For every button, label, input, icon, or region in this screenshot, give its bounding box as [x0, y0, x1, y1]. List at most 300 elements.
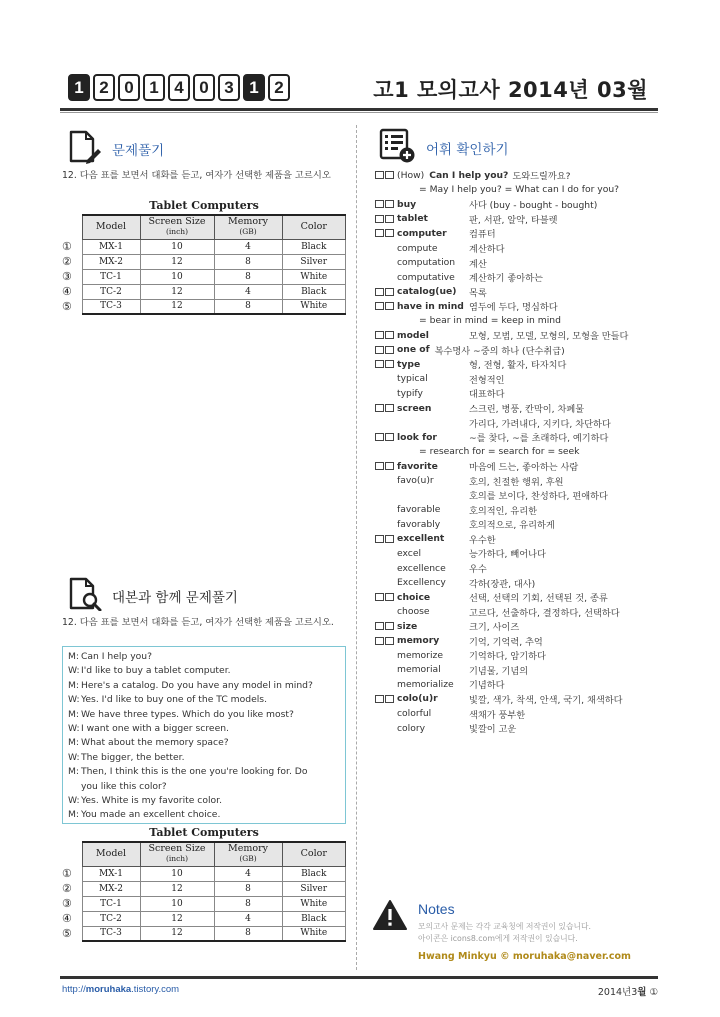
dialogue-line [68, 780, 340, 794]
dialogue-line [68, 751, 340, 765]
vocab-meaning: 호의적으로, 유리하게 [469, 520, 555, 532]
cell-memory: 4 [214, 911, 282, 926]
speaker-label: M: [68, 737, 80, 749]
vocab-meaning: 빛깔, 색가, 착색, 안색, 국기, 채색하다 [469, 694, 623, 706]
table-row [62, 926, 346, 941]
vocab-synonyms: = research for = search for = seek [419, 446, 580, 458]
checkbox-pair [375, 215, 397, 223]
col-header-model: Model [82, 215, 140, 239]
vocab-term: size [397, 620, 418, 632]
check-box[interactable] [375, 622, 384, 630]
checkbox-pair [375, 346, 397, 354]
cell-screen: 12 [140, 299, 214, 314]
column-divider [356, 125, 357, 970]
vocab-term: typify [397, 387, 423, 399]
footer-page-label [598, 984, 658, 998]
dialogue-line [68, 664, 340, 678]
vocab-term: excellent [397, 533, 445, 545]
table-row [62, 299, 346, 314]
vocab-meaning: 기억하다, 암기하다 [469, 651, 546, 663]
check-box[interactable] [375, 637, 384, 645]
checkbox-pair [375, 404, 397, 412]
col-header-memory-unit: (GB) [239, 227, 257, 237]
vocab-meaning: 컴퓨터 [469, 229, 496, 241]
cell-color: White [282, 299, 346, 314]
dialogue-text: I'd like to buy a tablet computer. [81, 665, 231, 677]
vocab-term: memorialize [397, 678, 454, 690]
col-header-memory-label: Memory [228, 216, 268, 228]
checkbox-pair [375, 171, 397, 179]
vocab-meaning: 스크린, 병풍, 칸막이, 차폐물 [469, 404, 585, 416]
vocab-item [375, 634, 665, 649]
cell-screen: 10 [140, 896, 214, 911]
check-box[interactable] [375, 171, 384, 179]
vocab-meaning: 복수명사 ~중의 하나 (단수취급) [434, 345, 565, 357]
table-row [62, 881, 346, 896]
col-header-screen [140, 842, 214, 866]
check-box[interactable] [385, 346, 394, 354]
vocab-term: memorial [397, 664, 441, 676]
cell-memory: 8 [214, 881, 282, 896]
check-box[interactable] [375, 360, 384, 368]
speaker-label: W: [68, 795, 80, 807]
vocab-meaning: 기념물, 기념의 [469, 665, 529, 677]
question-text-1: 12. 다음 표를 보면서 대화를 듣고, 여자가 선택한 제품을 고르시오 [62, 170, 331, 181]
vocab-item [375, 372, 665, 387]
dialogue-text: I want one with a bigger screen. [81, 723, 229, 735]
checkbox-pair [375, 593, 397, 601]
option-number: ② [62, 255, 72, 268]
dialogue-text: Yes. White is my favorite color. [81, 795, 222, 807]
cell-memory: 8 [214, 269, 282, 284]
cell-memory: 8 [214, 896, 282, 911]
exam-code-digits [68, 74, 290, 101]
cell-screen: 12 [140, 881, 214, 896]
vocab-term: computation [397, 257, 456, 269]
header-rule [60, 108, 658, 111]
cell-screen: 10 [140, 269, 214, 284]
col-header-memory [214, 215, 282, 239]
table-caption-1: Tablet Computers [149, 199, 259, 212]
vocab-synonyms: = bear in mind = keep in mind [419, 315, 561, 327]
dialogue-text: Can I help you? [81, 651, 152, 662]
section-vocab-header [378, 128, 509, 168]
vocab-synonyms: = May I help you? = What can I do for you? [419, 184, 620, 196]
check-box[interactable] [375, 346, 384, 354]
footer-page-prefix: 2014년3 [597, 987, 638, 998]
checkbox-pair [375, 302, 397, 310]
dialogue-text: Then, I think this is the one you're looking for. Do [81, 766, 308, 778]
vocab-meaning: 계산 [469, 258, 487, 270]
cell-memory: 8 [214, 254, 282, 269]
vocab-meaning: 가리다, 가려내다, 지키다, 차단하다 [469, 418, 611, 430]
exam-code-digit: 2 [93, 74, 115, 101]
vocab-meaning: 우수 [469, 564, 487, 576]
option-number: ④ [62, 285, 72, 298]
vocab-term: model [397, 329, 429, 341]
section-problem-header [66, 130, 164, 168]
col-header-screen-label: Screen Size [148, 843, 206, 855]
table-row [62, 269, 346, 284]
speaker-label: W: [68, 751, 80, 763]
vocab-meaning: 목록 [469, 287, 487, 299]
check-box[interactable] [385, 215, 394, 223]
footer-url-link[interactable] [62, 984, 179, 995]
checkbox-pair [375, 535, 397, 543]
table-row [62, 896, 346, 911]
vocab-meaning: 선택, 선택의 기회, 선택된 것, 종류 [469, 593, 608, 605]
vocab-meaning: 계산하다 [469, 244, 505, 255]
vocab-item [375, 183, 665, 198]
check-box[interactable] [375, 200, 384, 208]
vocab-item [375, 575, 665, 590]
vocab-item [375, 415, 665, 430]
vocab-term: type [397, 358, 421, 370]
vocab-item [375, 604, 665, 619]
cell-color: Black [282, 239, 346, 254]
cell-model: TC-3 [82, 299, 140, 314]
vocab-term: excellence [397, 562, 446, 574]
check-box[interactable] [375, 404, 384, 412]
option-number: ⑤ [62, 927, 72, 940]
vocab-item [375, 648, 665, 663]
notes-author: Hwang Minkyu © moruhaka@naver.com [418, 951, 631, 962]
check-box[interactable] [385, 404, 394, 412]
vocab-meaning: 모형, 모범, 모델, 모형의, 모형을 만들다 [469, 331, 629, 343]
vocab-meaning: 사다 (buy - bought - bought) [469, 200, 598, 212]
check-box[interactable] [385, 695, 394, 703]
vocab-item [375, 619, 665, 634]
cell-color: Silver [282, 881, 346, 896]
check-box[interactable] [375, 433, 384, 441]
dialogue-text: You made an excellent choice. [81, 809, 221, 821]
check-box[interactable] [385, 360, 394, 368]
cell-model: MX-2 [82, 881, 140, 896]
vocab-term: computer [397, 227, 447, 239]
notes-text [418, 921, 658, 945]
check-box[interactable] [385, 535, 394, 543]
checkbox-pair [375, 637, 397, 645]
vocab-item [375, 168, 665, 183]
vocab-item [375, 212, 665, 227]
exam-code-digit: 4 [168, 74, 190, 101]
section-script-header [66, 577, 238, 615]
cell-color: White [282, 926, 346, 941]
vocab-term: Can I help you? [429, 169, 509, 181]
vocab-term: choice [397, 591, 431, 603]
dialogue-text: We have three types. Which do you like most? [81, 708, 294, 720]
dialogue-line [68, 794, 340, 808]
checkbox-pair [375, 462, 397, 470]
check-box[interactable] [375, 215, 384, 223]
vocab-item [375, 677, 665, 692]
check-box[interactable] [385, 593, 394, 601]
spec-table-2 [62, 841, 346, 942]
vocab-item [375, 197, 665, 212]
vocab-meaning: 크기, 사이즈 [469, 622, 520, 634]
section-script-title: 대본과 함께 문제풀기 [112, 590, 238, 606]
vocab-term: memory [397, 635, 440, 647]
check-box[interactable] [375, 535, 384, 543]
footer-rule [60, 976, 658, 979]
cell-screen: 12 [140, 926, 214, 941]
check-box[interactable] [385, 229, 394, 237]
dialogue-line [68, 808, 340, 822]
vocab-meaning: 전형적인 [469, 374, 505, 386]
speaker-label: W: [68, 694, 80, 706]
exam-code-digit: 0 [118, 74, 140, 101]
speaker-label: M: [68, 809, 80, 821]
check-box[interactable] [375, 593, 384, 601]
vocab-meaning: 각하(장관, 대사) [469, 578, 536, 590]
exam-code-digit: 2 [268, 74, 290, 101]
table-row [62, 866, 346, 881]
vocab-meaning: 색채가 풍부한 [469, 709, 526, 721]
cell-model: TC-1 [82, 269, 140, 284]
cell-color: Black [282, 284, 346, 299]
checkbox-pair [375, 433, 397, 441]
speaker-label: M: [68, 708, 80, 720]
cell-model: MX-1 [82, 239, 140, 254]
warning-icon [372, 899, 408, 935]
vocab-term: favorite [397, 460, 438, 472]
check-box[interactable] [385, 637, 394, 645]
vocab-meaning: 우수한 [469, 534, 496, 546]
check-box[interactable] [385, 302, 394, 310]
vocab-meaning: 호의를 보이다, 찬성하다, 편애하다 [469, 491, 608, 503]
speaker-label: W: [68, 723, 80, 735]
checkbox-pair [375, 695, 397, 703]
table-row [62, 284, 346, 299]
cell-model: TC-2 [82, 911, 140, 926]
list-add-icon [378, 128, 416, 168]
vocab-term: memorize [397, 649, 443, 661]
check-box[interactable] [385, 171, 394, 179]
vocab-item [375, 284, 665, 299]
cell-screen: 10 [140, 239, 214, 254]
vocab-item [375, 299, 665, 314]
vocab-term: compute [397, 242, 438, 254]
col-header-screen [140, 215, 214, 239]
exam-code-digit: 3 [218, 74, 240, 101]
speaker-label: M: [68, 766, 80, 778]
vocab-item [375, 401, 665, 416]
section-problem-title: 문제풀기 [112, 143, 165, 159]
option-number: ④ [62, 912, 72, 925]
check-box[interactable] [375, 302, 384, 310]
check-box[interactable] [375, 331, 384, 339]
check-box[interactable] [385, 622, 394, 630]
checkbox-pair [375, 622, 397, 630]
col-header-color: Color [282, 842, 346, 866]
dialogue-text: Yes. I'd like to buy one of the TC models. [81, 694, 267, 706]
table-row [62, 911, 346, 926]
vocab-term: choose [397, 606, 430, 618]
vocab-term: screen [397, 402, 432, 414]
vocab-term: catalog(ue) [397, 286, 457, 298]
section-vocab-title: 어휘 확인하기 [426, 142, 509, 158]
checkbox-pair [375, 200, 397, 208]
spec-table-1 [62, 214, 346, 315]
vocab-item [375, 357, 665, 372]
vocab-meaning: 판, 서판, 알약, 타블렛 [469, 214, 558, 226]
cell-memory: 8 [214, 926, 282, 941]
cell-screen: 10 [140, 866, 214, 881]
vocab-term: colorful [397, 708, 432, 719]
cell-screen: 12 [140, 911, 214, 926]
footer-page-suffix: ① [646, 987, 658, 998]
cell-model: TC-2 [82, 284, 140, 299]
speaker-label: W: [68, 665, 80, 677]
vocab-meaning: 계산하기 좋아하는 [469, 273, 543, 285]
cell-model: MX-2 [82, 254, 140, 269]
option-number: ① [62, 240, 72, 253]
exam-code-digit: 0 [193, 74, 215, 101]
footer-page-bold: 월 [637, 987, 647, 998]
exam-code-digit: 1 [143, 74, 165, 101]
check-box[interactable] [375, 695, 384, 703]
vocab-term: have in mind [397, 300, 464, 312]
vocab-meaning: 호의적인, 유리한 [469, 505, 537, 517]
cell-screen: 12 [140, 284, 214, 299]
col-header-memory-unit: (GB) [239, 854, 257, 864]
table-caption-2: Tablet Computers [149, 826, 259, 839]
cell-memory: 8 [214, 299, 282, 314]
vocab-item [375, 721, 665, 736]
footer-url-bold: moruhaka [85, 984, 132, 995]
vocab-meaning: 도와드릴까요? [512, 171, 571, 183]
check-box[interactable] [385, 288, 394, 296]
dialogue-script-box [62, 646, 346, 824]
vocab-item [375, 430, 665, 445]
vocab-term: favo(u)r [397, 475, 434, 487]
col-header-screen-label: Screen Size [148, 216, 206, 228]
exam-title: 고1 모의고사 2014년 03월 [373, 78, 648, 102]
vocab-item [375, 241, 665, 256]
table-row [62, 239, 346, 254]
vocab-meaning: 기억, 기억력, 추억 [469, 636, 543, 648]
vocab-item [375, 343, 665, 358]
cell-color: Silver [282, 254, 346, 269]
col-header-model: Model [82, 842, 140, 866]
vocab-term: favorable [397, 504, 441, 516]
dialogue-line [68, 736, 340, 750]
vocab-term: tablet [397, 213, 428, 225]
checkbox-pair [375, 229, 397, 237]
cell-color: Black [282, 866, 346, 881]
exam-code-digit: 1 [243, 74, 265, 101]
vocab-item [375, 226, 665, 241]
check-box[interactable] [375, 229, 384, 237]
question-text-2: 12. 다음 표를 보면서 대화를 듣고, 여자가 선택한 제품을 고르시오. [62, 617, 334, 628]
dialogue-text: The bigger, the better. [81, 751, 185, 763]
cell-model: MX-1 [82, 866, 140, 881]
dialogue-line [68, 693, 340, 707]
check-box[interactable] [385, 433, 394, 441]
col-header-color: Color [282, 215, 346, 239]
vocab-item [375, 692, 665, 707]
col-header-screen-unit: (inch) [165, 854, 189, 864]
col-header-memory-label: Memory [228, 843, 268, 855]
vocab-item [375, 444, 665, 459]
vocab-term: buy [397, 198, 417, 210]
vocab-prefix: (How) [397, 169, 425, 181]
cell-color: White [282, 896, 346, 911]
vocab-item [375, 328, 665, 343]
vocab-meaning: 기념하다 [469, 680, 505, 692]
document-search-icon [66, 577, 102, 615]
vocab-item [375, 706, 665, 721]
vocab-item [375, 532, 665, 547]
dialogue-text: you like this color? [81, 780, 167, 792]
vocab-term: look for [397, 431, 437, 443]
dialogue-line [68, 650, 340, 664]
cell-color: Black [282, 911, 346, 926]
cell-memory: 4 [214, 284, 282, 299]
vocab-meaning: 호의, 친절한 행위, 후원 [469, 476, 564, 488]
checkbox-pair [375, 331, 397, 339]
dialogue-line [68, 765, 340, 779]
dialogue-text: Here's a catalog. Do you have any model in mind? [81, 679, 313, 691]
page-header [68, 74, 648, 102]
vocab-meaning: ~를 찾다, ~를 초래하다, 예기하다 [469, 433, 609, 445]
vocab-term: colory [397, 722, 426, 734]
vocab-term: one of [397, 344, 430, 356]
cell-screen: 12 [140, 254, 214, 269]
vocab-item [375, 663, 665, 678]
exam-code-digit: 1 [68, 74, 90, 101]
check-box[interactable] [385, 462, 394, 470]
check-box[interactable] [375, 462, 384, 470]
cell-color: White [282, 269, 346, 284]
vocab-item [375, 386, 665, 401]
dialogue-line [68, 722, 340, 736]
footer-url-suffix: .tistory.com [131, 984, 180, 995]
vocab-term: Excellency [397, 577, 446, 589]
vocab-meaning: 고르다, 선출하다, 결정하다, 선택하다 [469, 607, 620, 619]
vocab-item [375, 473, 665, 488]
document-edit-icon [66, 130, 102, 168]
vocab-item [375, 270, 665, 285]
check-box[interactable] [375, 288, 384, 296]
vocab-item [375, 459, 665, 474]
vocab-item [375, 546, 665, 561]
check-box[interactable] [385, 200, 394, 208]
vocab-meaning: 대표하다 [469, 389, 505, 401]
speaker-label: M: [68, 679, 80, 691]
vocab-item [375, 255, 665, 270]
checkbox-pair [375, 288, 397, 296]
dialogue-line [68, 708, 340, 722]
speaker-label: M: [68, 651, 80, 662]
vocab-term: typical [397, 373, 428, 385]
vocab-item [375, 590, 665, 605]
option-number: ① [62, 867, 72, 880]
option-number: ③ [62, 897, 72, 910]
header-rule-thin [60, 112, 658, 113]
option-number: ② [62, 882, 72, 895]
cell-model: TC-3 [82, 926, 140, 941]
vocab-term: computative [397, 271, 455, 283]
option-number: ⑤ [62, 300, 72, 313]
cell-memory: 4 [214, 866, 282, 881]
footer-url-prefix: http:// [62, 984, 86, 995]
col-header-memory [214, 842, 282, 866]
dialogue-line [68, 679, 340, 693]
vocab-meaning: 능가하다, 빼어나다 [469, 549, 546, 561]
check-box[interactable] [385, 331, 394, 339]
option-number: ③ [62, 270, 72, 283]
